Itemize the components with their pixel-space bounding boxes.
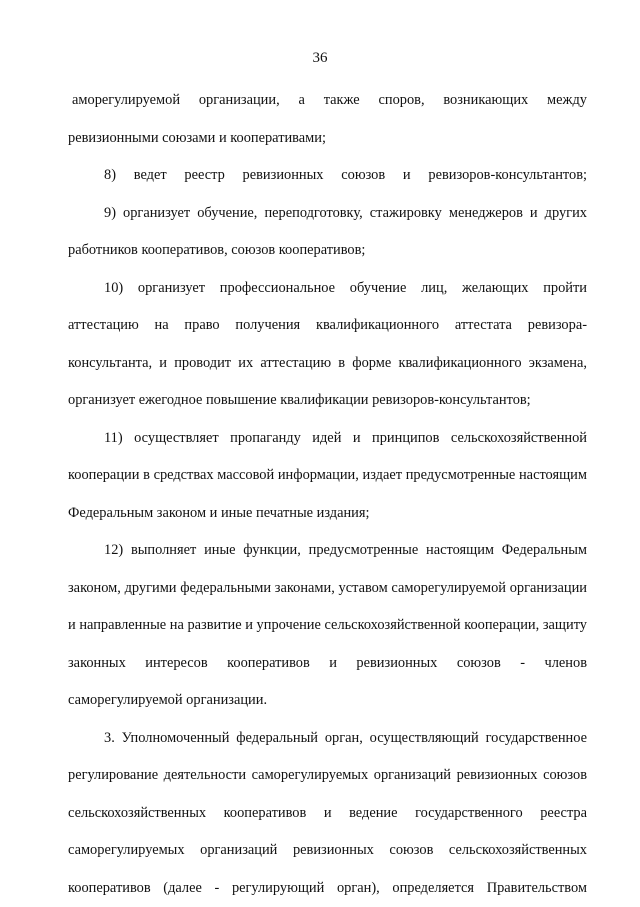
page-number: 36 [0,49,640,67]
paragraph-item-11: 11) осуществляет пропаганду идей и принципов сельскохозяйственной кооперации в средствах массовой информации, издает предусмотренные настоящим Федеральным законом и иные печатные издания; [68,420,587,533]
paragraph-item-9: 9) организует обучение, переподготовку, стажировку менеджеров и других работников кооперативов, союзов кооперативов; [68,195,587,270]
paragraph-continuation: аморегулируемой организации, а также споров, возникающих между ревизионными союзами и кооперативами; [68,82,587,157]
document-body [68,82,587,907]
paragraph-item-8: 8) ведет реестр ревизионных союзов и ревизоров-консультантов; [68,157,587,195]
paragraph-item-10: 10) организует профессиональное обучение лиц, желающих пройти аттестацию на право получения квалификационного аттестата ревизора-консультанта, и проводит их аттестацию в форме квалификационного экзамена, организует ежегодное повышение квалификации ревизоров-консультантов; [68,270,587,420]
paragraph-item-12: 12) выполняет иные функции, предусмотренные настоящим Федеральным законом, другими федеральными законами, уставом саморегулируемой организации и направленные на развитие и упрочение сельскохозяйственной кооперации, защиту законных интересов кооперативов и ревизионных союзов - членов саморегулируемой организации. [68,532,587,720]
paragraph-part-3: 3. Уполномоченный федеральный орган, осуществляющий государственное регулирование деятельности саморегулируемых организаций ревизионных союзов сельскохозяйственных кооперативов и ведение государственного реестра саморегулируемых организаций ревизионных союзов сельскохозяйственных кооперативов (далее - регулирующий орган), определяется Правительством [68,720,587,907]
